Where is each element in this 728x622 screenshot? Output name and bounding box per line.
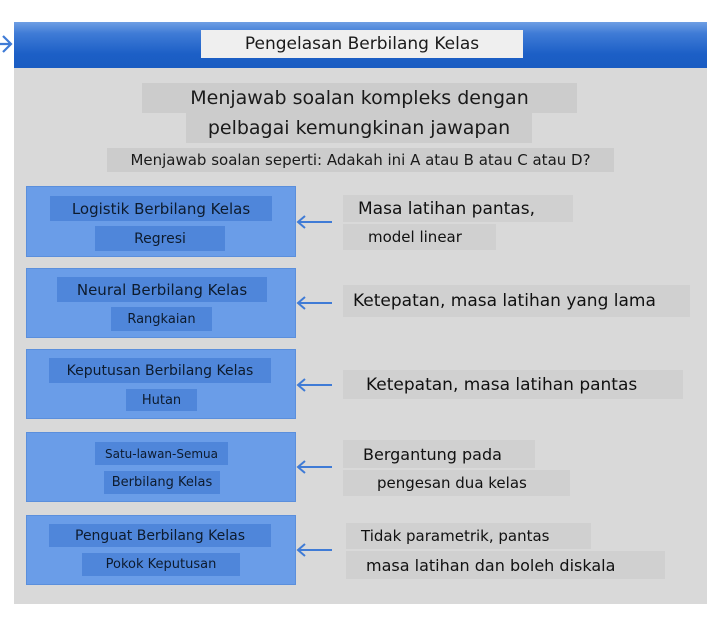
question-line-1: Menjawab soalan kompleks dengan bbox=[142, 83, 577, 113]
description-line: Masa latihan pantas, bbox=[343, 195, 573, 222]
algorithm-name: Pokok Keputusan bbox=[82, 553, 240, 576]
algorithm-name: Berbilang Kelas bbox=[104, 471, 220, 494]
question-line-2: pelbagai kemungkinan jawapan bbox=[186, 113, 532, 143]
description-line: masa latihan dan boleh diskala bbox=[346, 551, 665, 579]
description-line: model linear bbox=[343, 224, 496, 250]
arrow-left-icon bbox=[296, 378, 336, 392]
description-line: Ketepatan, masa latihan pantas bbox=[343, 370, 683, 399]
arrow-right-icon bbox=[0, 30, 16, 58]
diagram-title: Pengelasan Berbilang Kelas bbox=[201, 30, 523, 58]
algorithm-name: Neural Berbilang Kelas bbox=[57, 277, 267, 302]
arrow-left-icon bbox=[296, 296, 336, 310]
algorithm-name: Regresi bbox=[95, 226, 225, 251]
description-line: Tidak parametrik, pantas bbox=[346, 523, 591, 549]
algorithm-name: Penguat Berbilang Kelas bbox=[49, 524, 271, 547]
description-line: Ketepatan, masa latihan yang lama bbox=[343, 285, 690, 317]
algorithm-name: Satu-lawan-Semua bbox=[95, 442, 228, 465]
question-line-3: Menjawab soalan seperti: Adakah ini A atau B atau C atau D? bbox=[107, 148, 614, 172]
arrow-left-icon bbox=[296, 215, 336, 229]
algorithm-name: Keputusan Berbilang Kelas bbox=[49, 358, 271, 383]
description-line: pengesan dua kelas bbox=[343, 470, 570, 496]
arrow-left-icon bbox=[296, 543, 336, 557]
algorithm-name: Hutan bbox=[126, 389, 197, 411]
arrow-left-icon bbox=[296, 460, 336, 474]
algorithm-name: Logistik Berbilang Kelas bbox=[50, 196, 272, 221]
algorithm-name: Rangkaian bbox=[111, 307, 212, 331]
description-line: Bergantung pada bbox=[343, 440, 535, 468]
